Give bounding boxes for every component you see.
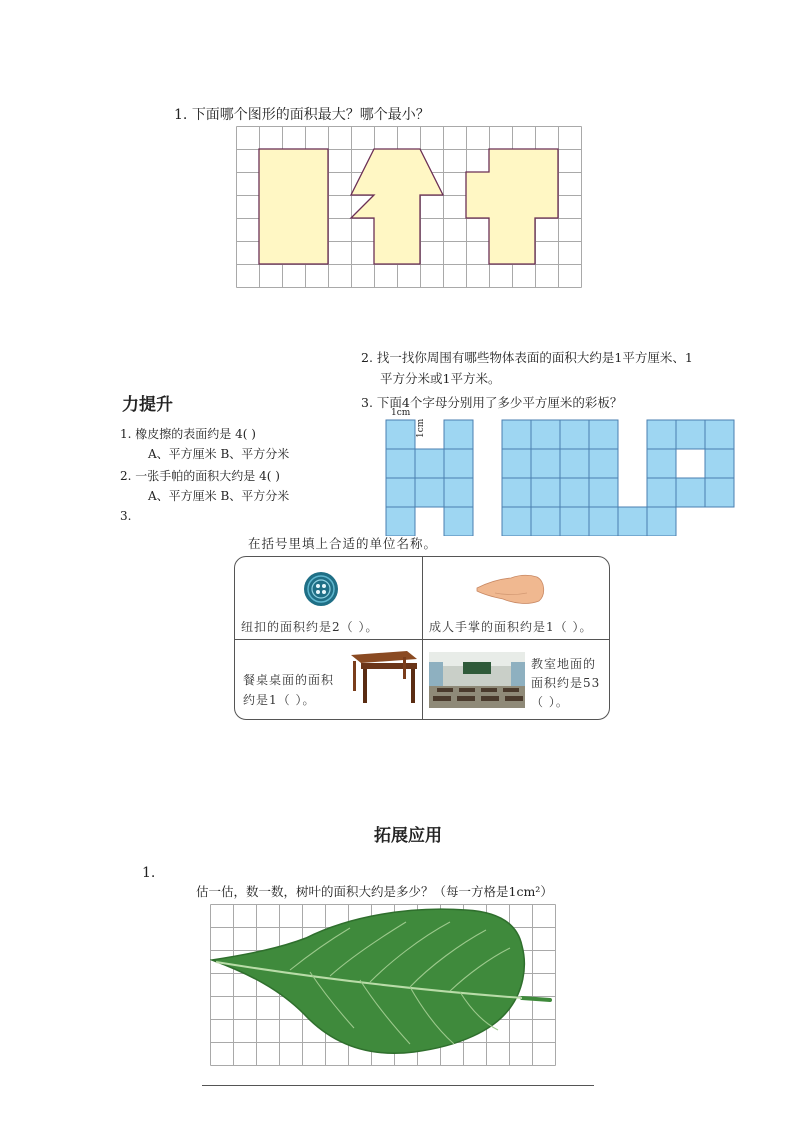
ability-item-1 [120,425,289,462]
ability-item-2 [120,467,289,504]
help-letter-square [531,478,560,507]
q3-unit-vertical: 1cm [416,418,426,438]
help-letter-square [444,420,473,449]
q2-line2: 平方分米或1平方米。 [380,371,501,386]
help-letter-square [676,420,705,449]
q1-prompt [174,104,430,124]
cell-palm-text: 成人手掌的面积约是1（ ）。 [429,620,593,634]
ability-item-1-options: A、平方厘米 B、平方分米 [148,447,290,461]
help-letter-square [647,420,676,449]
answer-line [202,1085,594,1086]
fill-units-box [234,556,610,720]
help-letter-square [589,449,618,478]
help-letter-square [444,478,473,507]
section-ability-title: 力提升 [122,395,173,415]
help-letter-square [705,449,734,478]
cell-table-text-2: 约是1（ ）。 [243,693,316,707]
cell-classroom-text-2: 面积约是53 [531,676,601,690]
leaf-image [212,909,550,1053]
help-letter-square [502,507,531,536]
help-letter-square [531,449,560,478]
help-letter-square [531,420,560,449]
q3-text: 3. 下面4个字母分别用了多少平方厘米的彩板？ [361,395,623,410]
help-letter-square [415,478,444,507]
q1-shape-rectangle [259,149,328,264]
help-letter-squares [386,420,734,536]
cell-table-text-1: 餐桌桌面的面积 [243,673,335,687]
help-letter-square [589,478,618,507]
q1-shape-arrow [351,149,443,264]
help-letter-square [705,420,734,449]
help-letter-square [705,478,734,507]
help-letter-square [618,507,647,536]
q2-line1: 2. 找一找你周围有哪些物体表面的面积大约是1平方厘米、1 [361,350,693,365]
help-letter-square [502,420,531,449]
palm-icon [475,571,547,607]
leaf-grid-figure [210,904,556,1076]
box-divider-horizontal [235,639,609,640]
q1-text: 下面哪个图形的面积最大？哪个最小？ [191,107,430,123]
help-letter-square [560,507,589,536]
q1-shape-t [466,149,558,264]
help-letter-square [560,449,589,478]
classroom-icon [429,652,525,708]
help-letter-square [589,420,618,449]
table-icon [347,649,419,705]
help-letter-square [676,478,705,507]
q1-number: 1. [174,107,188,123]
q3-help-letters [384,418,756,536]
extension-number: 1. [142,865,156,881]
help-letter-square [386,420,415,449]
q3-unit-horizontal: 1cm [391,408,411,418]
ability-item-2-options: A、平方厘米 B、平方分米 [148,489,290,503]
help-letter-square [502,449,531,478]
help-letter-square [647,449,676,478]
help-letter-square [386,478,415,507]
box-divider-vertical [422,557,423,719]
help-letter-square [531,507,560,536]
help-letter-square [502,478,531,507]
help-letter-square [444,507,473,536]
cell-classroom-text-3: （ ）。 [531,695,569,709]
help-letter-square [415,449,444,478]
fill-units-instruction: 在括号里填上合适的单位名称。 [248,536,438,551]
section-extension-title: 拓展应用 [374,826,442,846]
q1-grid-figure [236,126,584,290]
cell-button-text: 纽扣的面积约是2（ ）。 [241,620,379,634]
cell-classroom-text-1: 教室地面的 [531,657,597,671]
help-letter-square [386,449,415,478]
help-letter-square [589,507,618,536]
extension-question: 估一估，数一数，树叶的面积大约是多少？（每一方格是1cm²） [196,884,553,899]
help-letter-square [647,478,676,507]
button-icon [303,571,339,607]
help-letter-square [647,507,676,536]
help-letter-square [444,449,473,478]
ability-item-3: 3. [120,509,132,523]
help-letter-square [560,478,589,507]
help-letter-square [560,420,589,449]
ability-item-2-stem: 2. 一张手帕的面积大约是 4( ) [120,469,280,483]
help-letter-square [386,507,415,536]
ability-item-1-stem: 1. 橡皮擦的表面约是 4( ) [120,427,256,441]
